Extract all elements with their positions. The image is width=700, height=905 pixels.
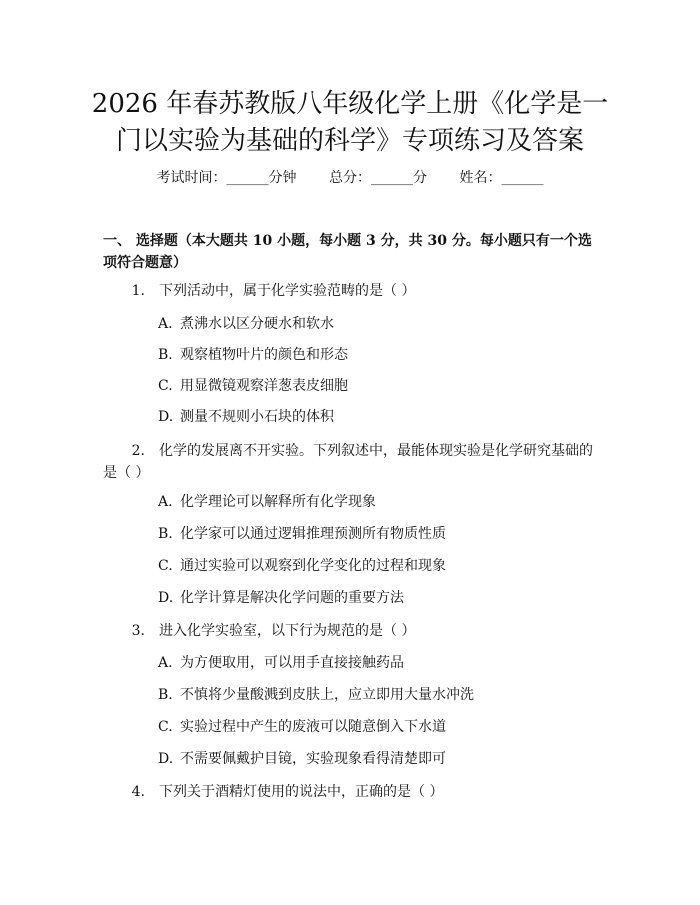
student-name-field: 姓名：______ (459, 170, 544, 186)
option-item (158, 685, 608, 705)
question-stem (103, 781, 603, 803)
option-item (158, 717, 608, 737)
total-score-field: 总分：______分 (329, 170, 427, 186)
option-text: 测量不规则小石块的体积 (180, 409, 334, 425)
question-number: 2. (131, 443, 145, 459)
option-text: 通过实验可以观察到化学变化的过程和现象 (180, 558, 446, 574)
question-text: 化学的发展离不开实验。下列叙述中，最能体现实验是化学研究基础的是（ ） (103, 443, 593, 481)
option-item (158, 492, 608, 512)
option-text: 观察植物叶片的颜色和形态 (180, 347, 348, 363)
option-text: 煮沸水以区分硬水和软水 (180, 316, 334, 332)
question-text: 进入化学实验室，以下行为规范的是（ ） (159, 623, 416, 639)
section-heading: 一、 选择题（本大题共 10 小题，每小题 3 分，共 30 分。每小题只有一个选项符合题意） (103, 233, 592, 271)
option-text: 化学家可以通过逻辑推理预测所有物质性质 (180, 526, 446, 542)
option-item (158, 376, 608, 396)
option-letter: D. (158, 409, 174, 425)
page-title-line-2: 门以实验为基础的科学》专项练习及答案 (115, 126, 584, 156)
option-letter: D. (158, 751, 174, 767)
option-item (158, 588, 608, 608)
question-stem (103, 440, 603, 484)
option-item (158, 314, 608, 334)
option-letter: A. (158, 655, 173, 671)
question-text: 下列关于酒精灯使用的说法中，正确的是（ ） (159, 784, 444, 800)
option-item (158, 407, 608, 427)
question-number: 3. (131, 623, 145, 639)
option-text: 化学计算是解决化学问题的重要方法 (180, 590, 404, 606)
option-letter: B. (158, 687, 173, 703)
option-letter: B. (158, 526, 173, 542)
question-stem (103, 280, 603, 302)
option-item (158, 749, 608, 769)
question-text: 下列活动中，属于化学实验范畴的是（ ） (159, 283, 416, 299)
option-text: 不需要佩戴护目镜，实验现象看得清楚即可 (180, 751, 446, 767)
question-number: 4. (131, 784, 145, 800)
option-letter: C. (158, 378, 173, 394)
option-text: 用显微镜观察洋葱表皮细胞 (180, 378, 348, 394)
option-text: 化学理论可以解释所有化学现象 (180, 494, 376, 510)
option-letter: A. (158, 494, 173, 510)
page-title-line-1: 2026 年春苏教版八年级化学上册《化学是一 (91, 89, 609, 119)
option-item (158, 653, 608, 673)
exam-time-field: 考试时间：______分钟 (156, 170, 297, 186)
option-text: 实验过程中产生的废液可以随意倒入下水道 (180, 719, 446, 735)
exam-info-bar (0, 168, 700, 188)
option-item (158, 524, 608, 544)
option-letter: C. (158, 558, 173, 574)
option-letter: A. (158, 316, 173, 332)
option-item (158, 556, 608, 576)
option-text: 为方便取用，可以用手直接接触药品 (180, 655, 404, 671)
option-text: 不慎将少量酸溅到皮肤上，应立即用大量水冲洗 (180, 687, 474, 703)
option-item (158, 345, 608, 365)
option-letter: D. (158, 590, 174, 606)
option-letter: B. (158, 347, 173, 363)
option-letter: C. (158, 719, 173, 735)
question-number: 1. (131, 283, 145, 299)
question-stem (103, 620, 603, 642)
